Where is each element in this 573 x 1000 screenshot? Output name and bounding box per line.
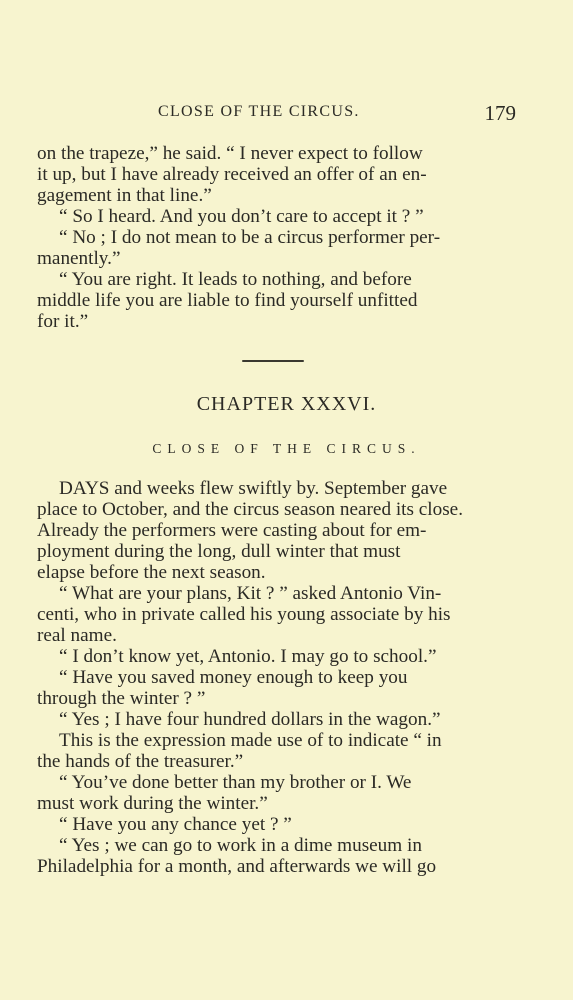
text-line: “ You’ve done better than my brother or I. We bbox=[59, 772, 412, 793]
text-line: on the trapeze,” he said. “ I never expect to follow bbox=[37, 143, 423, 164]
text-line: “ Yes ; I have four hundred dollars in the wagon.” bbox=[59, 709, 441, 730]
page-number: 179 bbox=[484, 101, 516, 125]
text-line: it up, but I have already received an offer of an en- bbox=[37, 164, 427, 185]
text-line: middle life you are liable to find yourself unfitted bbox=[37, 290, 418, 311]
text-line: centi, who in private called his young associate by his bbox=[37, 604, 451, 625]
text-line: This is the expression made use of to indicate “ in bbox=[59, 730, 442, 751]
text-line: elapse before the next season. bbox=[37, 562, 266, 583]
running-head bbox=[36, 101, 516, 129]
text-line: Already the performers were casting about for em- bbox=[37, 520, 427, 541]
chapter-title: CHAPTER XXXVI. bbox=[196, 393, 377, 415]
text-line: Philadelphia for a month, and afterwards we will go bbox=[37, 856, 437, 877]
chapter-body bbox=[37, 478, 511, 877]
text-line: “ I don’t know yet, Antonio. I may go to school.” bbox=[59, 646, 437, 667]
text-line: “ What are your plans, Kit ? ” asked Antonio Vin- bbox=[59, 583, 442, 604]
text-line: “ You are right. It leads to nothing, and before bbox=[59, 269, 412, 290]
text-line: DAYS and weeks flew swiftly by. September gave bbox=[59, 478, 448, 499]
text-line: “ Yes ; we can go to work in a dime museum in bbox=[59, 835, 422, 856]
text-line: “ Have you any chance yet ? ” bbox=[59, 814, 292, 835]
text-line: real name. bbox=[37, 625, 117, 646]
text-line: “ So I heard. And you don’t care to accept it ? ” bbox=[59, 206, 424, 227]
text-line: through the winter ? ” bbox=[37, 688, 206, 709]
text-line: must work during the winter.” bbox=[37, 793, 268, 814]
chapter-subtitle: CLOSE OF THE CIRCUS. bbox=[152, 441, 421, 456]
text-line: ployment during the long, dull winter that must bbox=[37, 541, 401, 562]
text-line: place to October, and the circus season neared its close. bbox=[37, 499, 463, 520]
running-title: CLOSE OF THE CIRCUS. bbox=[158, 103, 360, 120]
text-line: for it.” bbox=[37, 311, 89, 332]
section-divider bbox=[242, 360, 304, 362]
text-line: “ No ; I do not mean to be a circus performer per- bbox=[59, 227, 441, 248]
top-text-block bbox=[37, 143, 511, 332]
text-line: gagement in that line.” bbox=[37, 185, 212, 206]
text-line: manently.” bbox=[37, 248, 121, 269]
text-line: “ Have you saved money enough to keep you bbox=[59, 667, 408, 688]
text-line: the hands of the treasurer.” bbox=[37, 751, 244, 772]
